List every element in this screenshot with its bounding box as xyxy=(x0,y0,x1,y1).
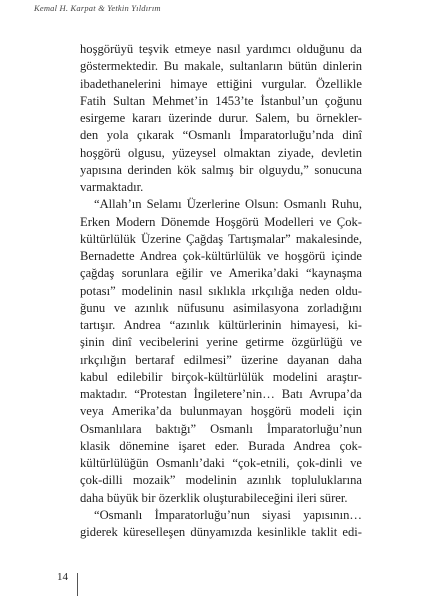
text-line: göstermektedir. Bu makale, sultanların bütün dinlerin xyxy=(80,59,362,74)
text-line: şinin dinî vecibelerini yerine getirme özgürlüğü ve xyxy=(80,335,362,350)
text-line: Osmanlılara baktığı” Osmanlı İmparatorluğu’nun xyxy=(80,421,362,436)
text-line: ırkçılığın bertaraf edilmesi” üzerine dayanan daha xyxy=(80,352,362,367)
text-line: yapısına derinden kök salmış bir olguydu,” sonucuna xyxy=(80,162,362,177)
text-line: tartışır. Andrea “azınlık kültürlerinin himayesi, ki- xyxy=(80,318,362,332)
text-line: esirgeme kararı üzerinde durur. Salem, bu örnekler- xyxy=(80,111,362,125)
paragraph xyxy=(80,507,362,542)
text-line: “Osmanlı İmparatorluğu’nun siyasi yapısının… xyxy=(94,507,362,522)
folio-rule xyxy=(77,573,78,596)
body-text xyxy=(80,41,362,541)
text-line: kabul edilebilir birçok-kültürlülük modelini araştır- xyxy=(80,369,362,384)
text-line: varmaktadır. xyxy=(80,180,144,194)
text-line: daha büyük bir özerklik oluşturabileceğini ileri sürer. xyxy=(80,490,348,505)
text-line: “Allah’ın Selamı Üzerlerine Olsun: Osmanlı Ruhu, xyxy=(94,197,362,212)
text-line: kültürlülüğün Osmanlı’daki “çok-etnili, çok-dinli ve xyxy=(80,456,362,470)
text-line: potası” modelinin nasıl sıklıkla ırkçılığa neden oldu- xyxy=(80,283,362,298)
text-line: Fatih Sultan Mehmet’in 1453’te İstanbul’un çoğunu xyxy=(80,93,362,108)
text-line: den yola çıkarak “Osmanlı İmparatorluğu’nda dinî xyxy=(80,128,362,143)
text-line: hoşgörüyü teşvik etmeye nasıl yardımcı olduğunu da xyxy=(80,42,362,56)
text-line: hoşgörü olgusu, yüzeysel olmaktan ziyade, devletin xyxy=(80,145,362,160)
text-line: çağdaş sorunlara eğilir ve Amerika’daki “kaynaşma xyxy=(80,266,362,281)
text-line: kültürlülük Üzerine Çağdaş Tartışmalar” makalesinde, xyxy=(80,231,362,246)
text-line: çok-dilli mozaik” modelinin azınlık topluluklarına xyxy=(80,473,362,488)
text-line: veya Amerika’da bulunmayan hoşgörü modeli için xyxy=(80,404,362,419)
text-line: klasik dönemine işaret eder. Burada Andrea çok- xyxy=(80,438,362,453)
running-head: Kemal H. Karpat & Yetkin Yıldırım xyxy=(34,3,161,13)
paragraph xyxy=(80,196,362,507)
text-line: Erken Modern Dönemde Hoşgörü Modelleri ve Çok- xyxy=(80,214,362,229)
text-line: giderek küreselleşen dünyamızda kesinlikle taklit edi- xyxy=(80,525,362,539)
text-line: maktadır. “Protestan İngiletere’nin… Batı Avrupa’da xyxy=(80,387,362,401)
page-number: 14 xyxy=(57,571,68,583)
text-line: ibadethanelerini himaye ettiğini vurgular. Özellikle xyxy=(80,76,362,91)
paragraph xyxy=(80,41,362,196)
text-line: ğunu ve azınlık nüfusunu asimilasyona zorladığını xyxy=(80,300,362,315)
text-line: Bernadette Andrea çok-kültürlülük ve hoşgörü içinde xyxy=(80,249,362,263)
